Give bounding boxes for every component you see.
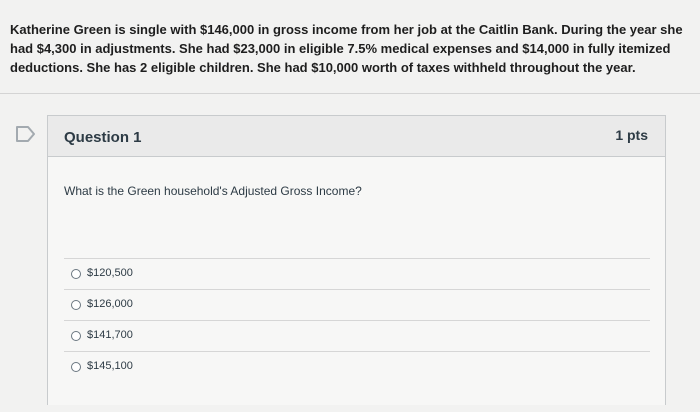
question-points: 1 pts: [615, 127, 648, 143]
question-title: Question 1: [64, 129, 142, 146]
scenario-text: Katherine Green is single with $146,000 in gross income from her job at the Caitlin Bank. During the year she had $4,300 in adjustments. She had $23,000 in eligible 7.5% medical expenses and $14,000 in fully itemized deductions. She has 2 eligible children. She had $10,000 worth of taxes withheld throughout the year.: [10, 22, 683, 75]
answer-option[interactable]: [64, 320, 650, 351]
radio-button[interactable]: [71, 269, 81, 279]
answer-label[interactable]: $145,100: [87, 360, 133, 372]
answer-label[interactable]: $141,700: [87, 329, 133, 341]
bookmark-icon[interactable]: [14, 125, 38, 143]
radio-button[interactable]: [71, 300, 81, 310]
answer-label[interactable]: $120,500: [87, 267, 133, 279]
radio-button[interactable]: [71, 362, 81, 372]
radio-button[interactable]: [71, 331, 81, 341]
answer-label[interactable]: $126,000: [87, 298, 133, 310]
question-card: [47, 115, 666, 405]
question-prompt: What is the Green household's Adjusted Gross Income?: [64, 184, 362, 198]
answer-list: [64, 258, 650, 382]
question-header: [48, 116, 665, 157]
answer-option[interactable]: [64, 258, 650, 289]
divider: [0, 93, 700, 94]
answer-option[interactable]: [64, 351, 650, 382]
answer-option[interactable]: [64, 289, 650, 320]
